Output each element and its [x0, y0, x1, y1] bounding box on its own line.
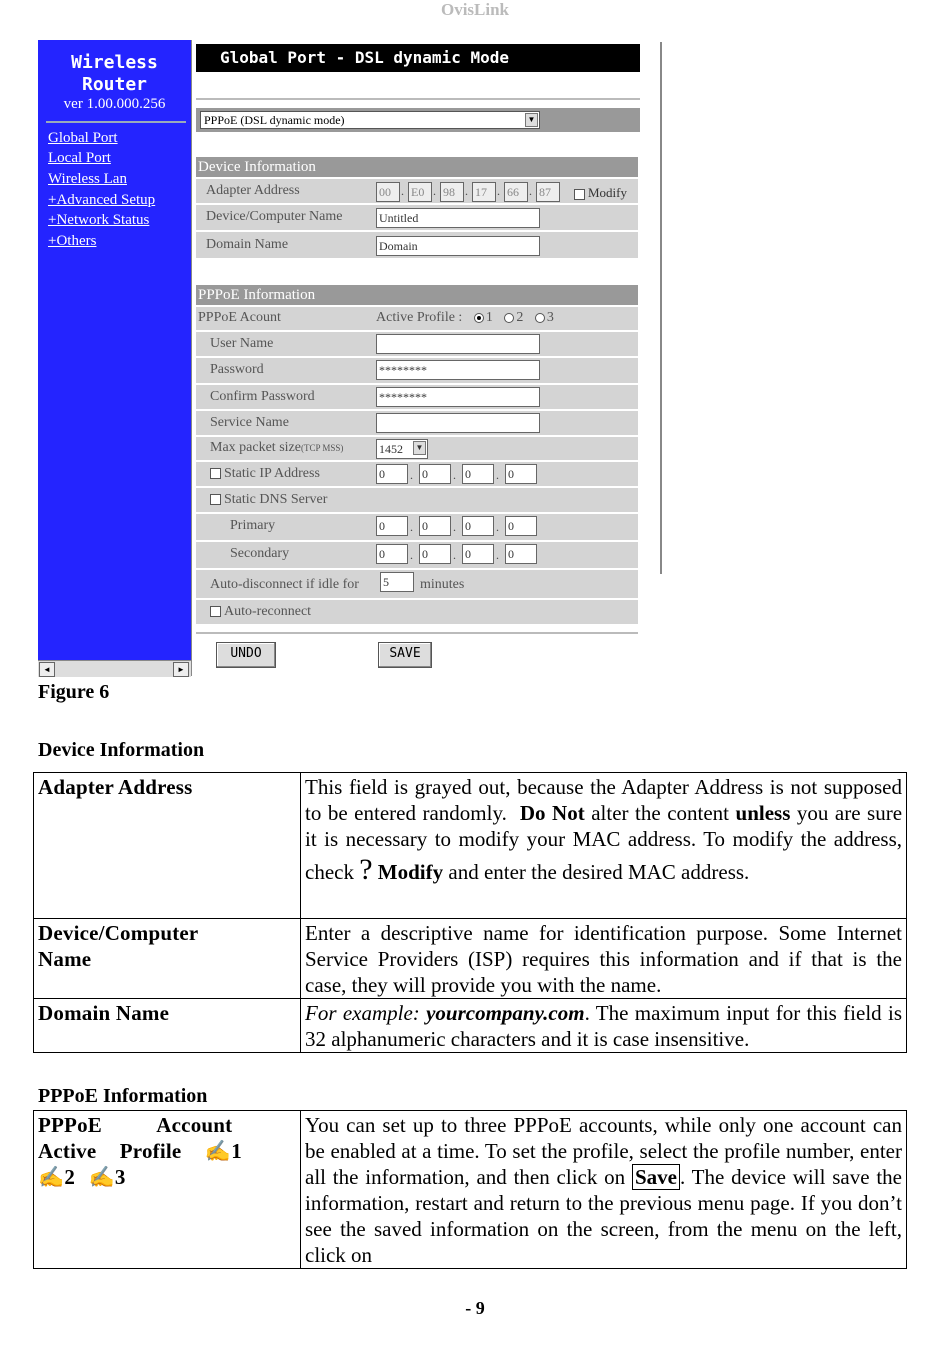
password-label: Password: [210, 362, 264, 377]
table-row: [34, 1111, 907, 1269]
table-row: [34, 773, 907, 919]
sidebar-title-line1: Wireless: [71, 52, 158, 73]
modify-label: Modify: [588, 185, 627, 200]
checkbox-icon[interactable]: [210, 606, 221, 617]
service-name-input[interactable]: [376, 413, 540, 433]
page-scrollbar-edge: [660, 42, 662, 574]
nav-local-port[interactable]: Local Port: [48, 150, 111, 166]
username-row: [196, 332, 638, 358]
confirm-password-input[interactable]: ********: [376, 387, 540, 407]
static-dns-label: Static DNS Server: [224, 492, 328, 507]
chevron-down-icon[interactable]: ▼: [525, 113, 538, 127]
device-section-heading: Device Information: [38, 739, 205, 761]
static-ip-row: Static IP Address 0 . 0 . 0 . 0: [196, 462, 638, 488]
username-label: User Name: [210, 336, 274, 351]
auto-disconnect-label: Auto-disconnect if idle for: [210, 577, 359, 592]
secondary-dns-octet-1[interactable]: 0: [376, 544, 408, 564]
service-name-row: [196, 411, 638, 437]
max-packet-select[interactable]: 1452 ▼: [376, 439, 428, 459]
primary-dns-octet-4[interactable]: 0: [505, 516, 537, 536]
nav-network-status[interactable]: +Network Status: [48, 212, 150, 228]
domain-name-label: Domain Name: [206, 237, 289, 252]
divider: [196, 632, 638, 634]
secondary-dns-octet-4[interactable]: 0: [505, 544, 537, 564]
checkbox-icon[interactable]: [210, 468, 221, 479]
primary-dns-octet-2[interactable]: 0: [419, 516, 451, 536]
max-packet-row: [196, 437, 638, 462]
primary-dns-row: Primary 0 . 0 . 0 . 0: [196, 514, 638, 542]
table-row: [34, 919, 907, 999]
nav-advanced-setup[interactable]: +Advanced Setup: [48, 192, 156, 208]
device-name-label: Device/Computer Name: [206, 209, 343, 224]
pppoe-section-heading: PPPoE Information: [38, 1085, 208, 1107]
save-button[interactable]: SAVE: [378, 642, 432, 668]
domain-name-input[interactable]: Domain: [376, 236, 540, 256]
pppoe-account-row: [196, 307, 638, 332]
primary-dns-label: Primary: [230, 518, 276, 533]
static-ip-octet-1[interactable]: 0: [376, 464, 408, 484]
chevron-down-icon[interactable]: ▼: [413, 441, 426, 455]
static-ip-octet-3[interactable]: 0: [462, 464, 494, 484]
primary-dns-octet-1[interactable]: 0: [376, 516, 408, 536]
pppoe-account-key: PPPoE Account Active Profile ✍1 ✍2 ✍3: [34, 1111, 301, 1269]
router-screenshot: [38, 40, 674, 678]
service-name-label: Service Name: [210, 415, 289, 430]
mac-octet-4: 17: [472, 182, 496, 202]
sidebar-title-line2: Router: [81, 74, 148, 95]
check-mark-glyph: ?: [359, 853, 373, 886]
pppoe-account-desc: You can set up to three PPPoE accounts, while only one account can be enabled at a time. To set the profile, select the profile number, enter all the information, and then click on Save . The device will save the information, restart and return to the previous menu page. If you don’t see the saved information on the screen, from the menu on the left, click on: [301, 1111, 907, 1269]
profile-3-label: 3: [546, 310, 554, 325]
domain-name-row: [196, 232, 638, 260]
secondary-dns-row: Secondary 0 . 0 . 0 . 0: [196, 542, 638, 570]
mac-octet-3: 98: [440, 182, 464, 202]
auto-disconnect-unit: minutes: [420, 577, 465, 592]
adapter-address-label: Adapter Address: [206, 183, 300, 198]
sidebar-divider: [46, 121, 186, 123]
adapter-address-key: Adapter Address: [34, 773, 301, 919]
nav-wireless-lan[interactable]: Wireless Lan: [48, 171, 127, 187]
primary-dns-octet-3[interactable]: 0: [462, 516, 494, 536]
domain-name-desc: For example: yourcompany.com. The maximum input for this field is 32 alphanumeric characters and it is case insensitive.: [301, 999, 907, 1053]
sidebar: [38, 40, 192, 676]
static-ip-octet-2[interactable]: 0: [419, 464, 451, 484]
scroll-left-arrow-icon[interactable]: ◄: [39, 662, 55, 677]
username-input[interactable]: [376, 334, 540, 354]
nav-global-port[interactable]: Global Port: [48, 130, 118, 146]
static-dns-row: [196, 488, 638, 514]
confirm-password-row: [196, 385, 638, 411]
static-ip-checkbox[interactable]: [210, 463, 320, 485]
device-name-input[interactable]: Untitled: [376, 208, 540, 228]
pppoe-info-heading: PPPoE Information: [196, 285, 638, 305]
divider: [196, 98, 640, 100]
auto-reconnect-label: Auto-reconnect: [224, 604, 312, 619]
pppoe-info-table: [33, 1110, 907, 1269]
auto-disconnect-row: [196, 570, 638, 600]
device-name-key: Device/Computer Name: [34, 919, 301, 999]
secondary-dns-octet-3[interactable]: 0: [462, 544, 494, 564]
mode-select-value: PPPoE (DSL dynamic mode): [204, 113, 345, 127]
password-row: [196, 358, 638, 385]
mac-octet-6: 87: [536, 182, 560, 202]
password-input[interactable]: ********: [376, 360, 540, 380]
device-info-table: [33, 772, 907, 1053]
static-dns-checkbox[interactable]: [210, 489, 327, 511]
checkbox-icon[interactable]: [574, 189, 585, 200]
profile-1-radio[interactable]: [474, 313, 484, 323]
adapter-address-row: Adapter Address 00 . E0 . 98 . 17 . 66 . 87 Modify: [196, 179, 638, 205]
checkbox-icon[interactable]: [210, 494, 221, 505]
confirm-password-label: Confirm Password: [210, 389, 315, 404]
modify-checkbox[interactable]: [574, 182, 627, 204]
adapter-address-desc: This field is grayed out, because the Adapter Address is not supposed to be entered randomly. Do Not alter the content unless you are sure it is necessary to modify your MAC address. To modify the address, check ? Modify and enter the desired MAC address.: [301, 773, 907, 919]
sidebar-scrollbar[interactable]: [38, 660, 191, 677]
scroll-right-arrow-icon[interactable]: ►: [173, 662, 189, 677]
page-title: Global Port - DSL dynamic Mode: [196, 44, 640, 72]
static-ip-label: Static IP Address: [224, 466, 320, 481]
profile-3-radio[interactable]: [535, 313, 545, 323]
firmware-version: ver 1.00.000.256: [63, 96, 166, 112]
device-info-heading: Device Information: [196, 157, 638, 177]
mode-select[interactable]: [200, 111, 540, 129]
save-keyword-box: Save: [632, 1164, 680, 1190]
mac-octet-2: E0: [408, 182, 432, 202]
auto-reconnect-checkbox[interactable]: [210, 601, 311, 623]
device-name-row: [196, 205, 638, 232]
mac-octet-5: 66: [504, 182, 528, 202]
max-packet-label: Max packet size(TCP MSS): [210, 440, 344, 455]
auto-disconnect-input[interactable]: 5: [380, 572, 414, 592]
active-profile-group: [376, 307, 554, 329]
domain-name-key: Domain Name: [34, 999, 301, 1053]
profile-1-label: 1: [485, 310, 493, 325]
nav-others[interactable]: +Others: [48, 233, 97, 249]
undo-button[interactable]: UNDO: [216, 642, 276, 668]
static-ip-octet-4[interactable]: 0: [505, 464, 537, 484]
active-profile-label: Active Profile :: [376, 310, 463, 325]
page-number: - 9: [465, 1298, 485, 1318]
page-header-brand: OvisLink: [440, 0, 510, 19]
device-name-desc: Enter a descriptive name for identification purpose. Some Internet Service Providers (ISP) requires this information and if that is the case, they will provide you with the name.: [301, 919, 907, 999]
mac-octet-1: 00: [376, 182, 400, 202]
secondary-dns-octet-2[interactable]: 0: [419, 544, 451, 564]
auto-reconnect-row: [196, 600, 638, 626]
table-row: [34, 999, 907, 1053]
pppoe-account-label: PPPoE Acount: [198, 310, 281, 325]
secondary-dns-label: Secondary: [230, 546, 290, 561]
figure-caption: Figure 6: [38, 681, 110, 703]
profile-2-radio[interactable]: [504, 313, 514, 323]
profile-2-label: 2: [516, 310, 524, 325]
